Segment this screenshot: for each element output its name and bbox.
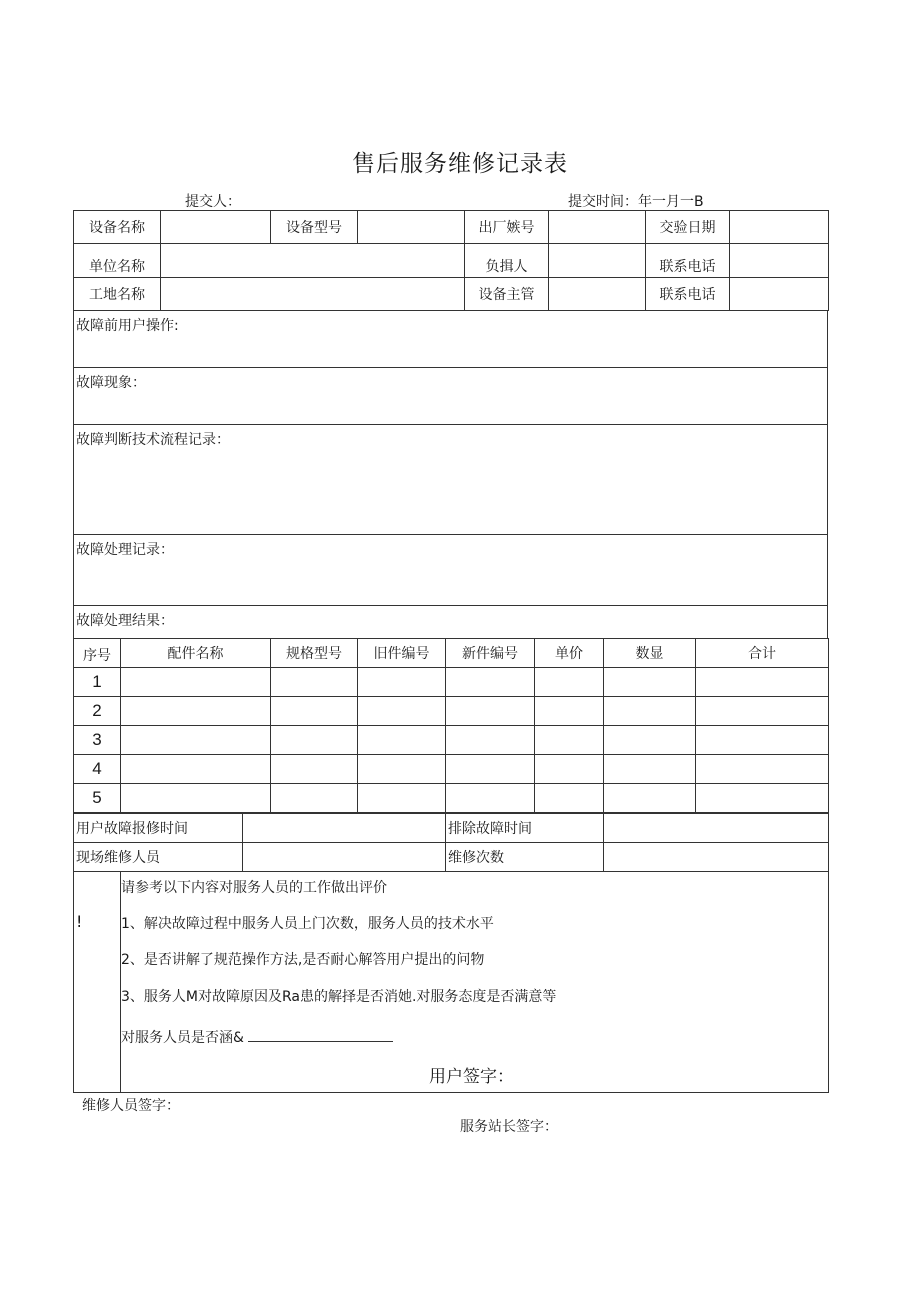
- part-cell[interactable]: [535, 697, 604, 726]
- part-cell[interactable]: [121, 668, 271, 697]
- part-cell[interactable]: [604, 668, 696, 697]
- evaluation-table: [73, 871, 829, 1093]
- unit-name-label: 单位名称: [74, 244, 161, 278]
- part-cell[interactable]: [121, 726, 271, 755]
- report-time-field[interactable]: [243, 814, 446, 843]
- col-header-part-name: 配件名称: [121, 639, 271, 668]
- part-cell[interactable]: [121, 784, 271, 813]
- evaluation-intro: 请参考以下内容对服务人员的工作做出评价: [121, 880, 387, 896]
- part-cell[interactable]: [358, 784, 446, 813]
- submit-time-label: 提交时间：年一月一B: [568, 194, 704, 210]
- pre-fault-operation-field[interactable]: 故障前用户操作:: [74, 311, 828, 368]
- part-cell[interactable]: [271, 784, 358, 813]
- acceptance-date-label: 交验日期: [646, 211, 730, 244]
- evaluation-item-1: 1、解决故障过程中服务人员上门次数，服务人员的技术水平: [121, 916, 494, 932]
- row-index: 4: [74, 755, 121, 784]
- col-header-index: 序号: [74, 639, 121, 668]
- part-cell[interactable]: [446, 726, 535, 755]
- part-cell[interactable]: [271, 668, 358, 697]
- table-row: [74, 697, 829, 726]
- part-cell[interactable]: [271, 755, 358, 784]
- site-name-label: 工地名称: [74, 278, 161, 311]
- handling-record-field[interactable]: 故障处理记录：: [74, 535, 828, 606]
- part-cell[interactable]: [535, 755, 604, 784]
- part-cell[interactable]: [604, 697, 696, 726]
- part-cell[interactable]: [604, 755, 696, 784]
- table-row: [74, 755, 829, 784]
- part-cell[interactable]: [696, 784, 829, 813]
- fault-sections-table: [73, 310, 828, 639]
- onsite-staff-field[interactable]: [243, 843, 446, 872]
- clear-time-label: 排除故障时间: [446, 814, 604, 843]
- device-name-field[interactable]: [161, 211, 271, 244]
- device-manager-label: 设备主管: [465, 278, 549, 311]
- device-model-field[interactable]: [358, 211, 465, 244]
- repair-count-label: 维修次数: [446, 843, 604, 872]
- row-index: 1: [74, 668, 121, 697]
- part-cell[interactable]: [446, 697, 535, 726]
- unit-name-field[interactable]: [161, 244, 465, 278]
- part-cell[interactable]: [696, 668, 829, 697]
- col-header-unit-price: 单价: [535, 639, 604, 668]
- col-header-quantity: 数显: [604, 639, 696, 668]
- row-index: 3: [74, 726, 121, 755]
- part-cell[interactable]: [271, 697, 358, 726]
- satisfaction-blank[interactable]: [248, 1031, 393, 1042]
- serial-no-label: 出厂嫉号: [465, 211, 549, 244]
- contact-phone-field-2[interactable]: [730, 278, 829, 311]
- part-cell[interactable]: [535, 668, 604, 697]
- part-cell[interactable]: [696, 697, 829, 726]
- evaluation-content: [121, 872, 829, 1093]
- repair-time-table: [73, 813, 829, 872]
- part-cell[interactable]: [604, 784, 696, 813]
- evaluation-item-3: 3、服务人M对故障原因及Ra患的解择是否消她.对服务态度是否满意等: [121, 989, 557, 1005]
- person-in-charge-label: 负揖人: [465, 244, 549, 278]
- device-info-table: [73, 210, 829, 311]
- handling-result-field[interactable]: 故障处理结果：: [74, 606, 828, 639]
- user-signature-label: 用户签字：: [429, 1067, 514, 1086]
- evaluation-item-2: 2、是否讲解了规范操作方法,是否耐心解答用户提出的问物: [121, 952, 485, 968]
- part-cell[interactable]: [446, 784, 535, 813]
- table-row: [74, 668, 829, 697]
- part-cell[interactable]: [358, 697, 446, 726]
- table-row: [74, 726, 829, 755]
- row-index: 5: [74, 784, 121, 813]
- device-manager-field[interactable]: [549, 278, 646, 311]
- repair-count-field[interactable]: [604, 843, 829, 872]
- acceptance-date-field[interactable]: [730, 211, 829, 244]
- part-cell[interactable]: [535, 784, 604, 813]
- report-time-label: 用户故障报修时间: [74, 814, 243, 843]
- col-header-old-part-no: 旧件编号: [358, 639, 446, 668]
- contact-phone-field[interactable]: [730, 244, 829, 278]
- part-cell[interactable]: [358, 755, 446, 784]
- contact-phone-label: 联系电话: [646, 244, 730, 278]
- person-in-charge-field[interactable]: [549, 244, 646, 278]
- part-cell[interactable]: [121, 697, 271, 726]
- page-title: 售后服务维修记录表: [352, 151, 568, 177]
- part-cell[interactable]: [604, 726, 696, 755]
- part-cell[interactable]: [696, 726, 829, 755]
- serial-no-field[interactable]: [549, 211, 646, 244]
- contact-phone-label-2: 联系电话: [646, 278, 730, 311]
- diagnosis-record-field[interactable]: 故障判断技术流程记录：: [74, 425, 828, 535]
- part-cell[interactable]: [446, 668, 535, 697]
- col-header-new-part-no: 新件编号: [446, 639, 535, 668]
- part-cell[interactable]: [121, 755, 271, 784]
- part-cell[interactable]: [271, 726, 358, 755]
- site-name-field[interactable]: [161, 278, 465, 311]
- clear-time-field[interactable]: [604, 814, 829, 843]
- parts-table: [73, 638, 829, 813]
- col-header-spec: 规格型号: [271, 639, 358, 668]
- part-cell[interactable]: [446, 755, 535, 784]
- part-cell[interactable]: [535, 726, 604, 755]
- submitter-label: 提交人：: [185, 194, 241, 210]
- table-row: [74, 784, 829, 813]
- fault-phenomenon-field[interactable]: 故障现象：: [74, 368, 828, 425]
- part-cell[interactable]: [358, 668, 446, 697]
- tech-signature-label: 维修人员签字：: [82, 1098, 180, 1114]
- satisfaction-line: [121, 1027, 393, 1047]
- device-name-label: 设备名称: [74, 211, 161, 244]
- station-manager-signature-label: 服务站长签字：: [460, 1119, 558, 1135]
- row-index: 2: [74, 697, 121, 726]
- onsite-staff-label: 现场维修人员: [74, 843, 243, 872]
- device-model-label: 设备型号: [271, 211, 358, 244]
- satisfaction-label: 对服务人员是否涵&: [121, 1030, 244, 1046]
- part-cell[interactable]: [358, 726, 446, 755]
- col-header-total: 合计: [696, 639, 829, 668]
- evaluation-mark: !: [74, 872, 121, 1093]
- part-cell[interactable]: [696, 755, 829, 784]
